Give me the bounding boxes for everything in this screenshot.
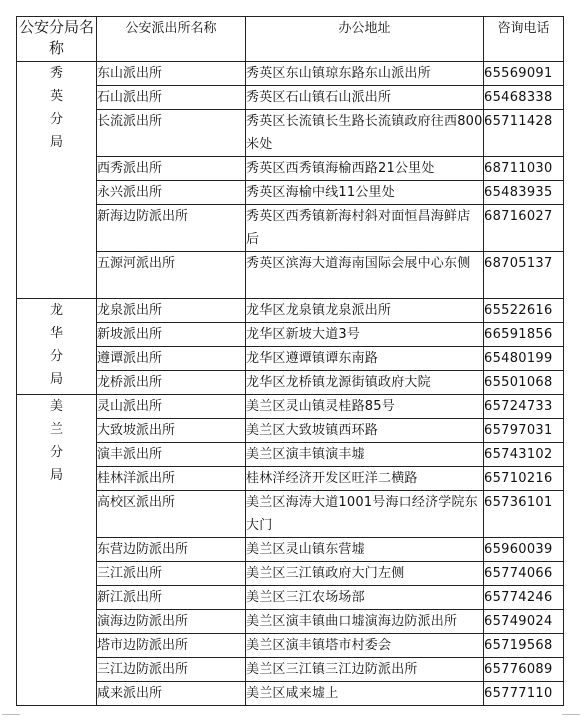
station-address: 美兰区三江镇政府大门左侧 — [246, 562, 484, 586]
station-name: 永兴派出所 — [97, 181, 246, 205]
station-phone: 65736101 — [484, 491, 564, 538]
table-row — [17, 395, 564, 419]
station-name: 长流派出所 — [97, 110, 246, 157]
station-phone: 66591856 — [484, 323, 564, 347]
station-name: 龙桥派出所 — [97, 371, 246, 395]
station-phone: 65743102 — [484, 443, 564, 467]
station-name: 三江派出所 — [97, 562, 246, 586]
station-phone: 65483935 — [484, 181, 564, 205]
table-row — [17, 323, 564, 347]
header-station: 公安派出所名称 — [97, 17, 246, 62]
station-address: 美兰区海涛大道1001号海口经济学院东大门 — [246, 491, 484, 538]
station-phone: 65569091 — [484, 62, 564, 86]
table-row — [17, 443, 564, 467]
table-row — [17, 371, 564, 395]
station-address: 美兰区三江农场场部 — [246, 586, 484, 610]
table-row — [17, 538, 564, 562]
header-bureau: 公安分局名称 — [17, 17, 97, 62]
station-phone: 65776089 — [484, 658, 564, 682]
station-address: 美兰区演丰镇曲口墟演海边防派出所 — [246, 610, 484, 634]
table-row — [17, 347, 564, 371]
station-phone: 65480199 — [484, 347, 564, 371]
station-address: 秀英区海榆中线11公里处 — [246, 181, 484, 205]
station-name: 高校区派出所 — [97, 491, 246, 538]
table-header-row — [17, 17, 564, 62]
bureau-name: 秀英分局 — [49, 66, 63, 150]
page-corner-mark-left — [2, 714, 20, 715]
station-address: 美兰区演丰镇塔市村委会 — [246, 634, 484, 658]
station-address: 美兰区大致坡镇西环路 — [246, 419, 484, 443]
station-name: 新海边防派出所 — [97, 205, 246, 252]
page-corner-mark-right — [562, 714, 580, 715]
station-address: 秀英区西秀镇海榆西路21公里处 — [246, 157, 484, 181]
table-row — [17, 181, 564, 205]
station-address: 秀英区西秀镇新海村斜对面恒昌海鲜店后 — [246, 205, 484, 252]
station-name: 龙泉派出所 — [97, 299, 246, 323]
bureau-name: 龙华分局 — [49, 303, 63, 387]
table-row — [17, 682, 564, 706]
table-row — [17, 205, 564, 252]
station-address: 秀英区长流镇长生路长流镇政府往西800米处 — [246, 110, 484, 157]
table-row — [17, 491, 564, 538]
station-address: 美兰区演丰镇演丰墟 — [246, 443, 484, 467]
station-name: 灵山派出所 — [97, 395, 246, 419]
station-address: 美兰区灵山镇灵桂路85号 — [246, 395, 484, 419]
bureau-name: 美兰分局 — [49, 399, 63, 483]
station-name: 新江派出所 — [97, 586, 246, 610]
station-name: 五源河派出所 — [97, 252, 246, 299]
station-address: 美兰区咸来墟上 — [246, 682, 484, 706]
station-phone: 65719568 — [484, 634, 564, 658]
table-row — [17, 419, 564, 443]
table-row — [17, 252, 564, 299]
station-address: 龙华区龙泉镇龙泉派出所 — [246, 299, 484, 323]
station-phone: 68711030 — [484, 157, 564, 181]
station-address: 秀英区滨海大道海南国际会展中心东侧 — [246, 252, 484, 299]
station-name: 演丰派出所 — [97, 443, 246, 467]
table-row — [17, 586, 564, 610]
station-address: 美兰区三江镇三江边防派出所 — [246, 658, 484, 682]
station-name: 大致坡派出所 — [97, 419, 246, 443]
station-phone: 65522616 — [484, 299, 564, 323]
station-name: 三江边防派出所 — [97, 658, 246, 682]
station-name: 遵谭派出所 — [97, 347, 246, 371]
station-phone: 65774246 — [484, 586, 564, 610]
station-address: 桂林洋经济开发区旺洋二横路 — [246, 467, 484, 491]
station-address: 秀英区石山镇石山派出所 — [246, 86, 484, 110]
table-row — [17, 110, 564, 157]
header-address: 办公地址 — [246, 17, 484, 62]
station-phone: 65774066 — [484, 562, 564, 586]
table-row — [17, 562, 564, 586]
station-address: 龙华区新坡大道3号 — [246, 323, 484, 347]
station-name: 东营边防派出所 — [97, 538, 246, 562]
table-row — [17, 86, 564, 110]
bureau-cell — [17, 395, 97, 706]
table-row — [17, 634, 564, 658]
station-address: 龙华区龙桥镇龙源街镇政府大院 — [246, 371, 484, 395]
station-address: 秀英区东山镇琼东路东山派出所 — [246, 62, 484, 86]
station-phone: 65711428 — [484, 110, 564, 157]
station-phone: 65749024 — [484, 610, 564, 634]
station-address: 美兰区灵山镇东营墟 — [246, 538, 484, 562]
station-phone: 65468338 — [484, 86, 564, 110]
table-row — [17, 62, 564, 86]
station-phone: 68716027 — [484, 205, 564, 252]
station-name: 东山派出所 — [97, 62, 246, 86]
table-row — [17, 658, 564, 682]
station-name: 演海边防派出所 — [97, 610, 246, 634]
bureau-cell — [17, 62, 97, 299]
station-phone: 68705137 — [484, 252, 564, 299]
station-phone: 65960039 — [484, 538, 564, 562]
table-row — [17, 467, 564, 491]
station-phone: 65724733 — [484, 395, 564, 419]
station-phone: 65797031 — [484, 419, 564, 443]
police-station-table — [16, 16, 564, 706]
table-row — [17, 299, 564, 323]
station-name: 新坡派出所 — [97, 323, 246, 347]
table-row — [17, 610, 564, 634]
station-phone: 65501068 — [484, 371, 564, 395]
header-phone: 咨询电话 — [484, 17, 564, 62]
station-name: 桂林洋派出所 — [97, 467, 246, 491]
station-address: 龙华区遵谭镇谭东南路 — [246, 347, 484, 371]
station-name: 咸来派出所 — [97, 682, 246, 706]
bureau-cell — [17, 299, 97, 395]
station-name: 石山派出所 — [97, 86, 246, 110]
station-name: 西秀派出所 — [97, 157, 246, 181]
station-name: 塔市边防派出所 — [97, 634, 246, 658]
station-phone: 65710216 — [484, 467, 564, 491]
station-phone: 65777110 — [484, 682, 564, 706]
table-row — [17, 157, 564, 181]
